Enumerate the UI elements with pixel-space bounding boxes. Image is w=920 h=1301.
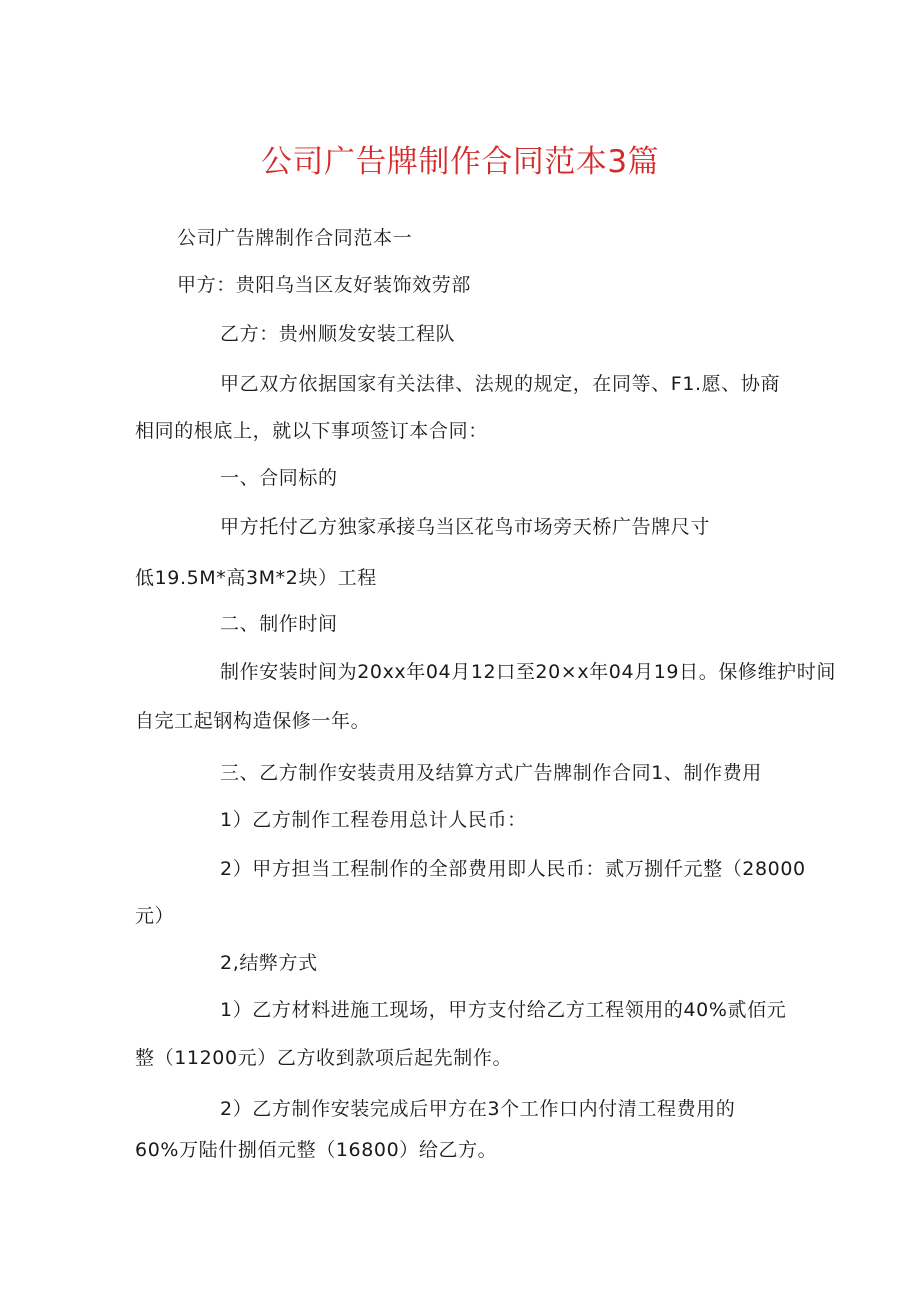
section-heading-1: 一、合同标的 (220, 467, 338, 489)
contract-subtitle: 公司广告牌制作合同范本一 (177, 227, 413, 249)
preamble-line-1: 甲乙双方依据国家有关法律、法规的规定，在同等、F1.愿、协商 (220, 373, 781, 395)
fee-item-2-line-2: 元） (135, 905, 175, 927)
section-1-line-1: 甲方托付乙方独家承接乌当区花鸟市场旁天桥广告牌尺寸 (220, 516, 711, 538)
settlement-item-1-line-2: 整（11200元）乙方收到款项后起先制作。 (135, 1047, 513, 1069)
party-a-line: 甲方：贵阳乌当区友好装饰效劳部 (177, 274, 472, 296)
settlement-item-1-line-1: 1）乙方材料进施工现场，甲方支付给乙方工程领用的40%贰佰元 (220, 999, 787, 1021)
section-1-line-2: 低19.5M*高3M*2块）工程 (135, 567, 377, 589)
page-title: 公司广告牌制作合同范本3篇 (260, 144, 660, 180)
fee-item-2-line-1: 2）甲方担当工程制作的全部费用即人民币：贰万捌仟元整（28000 (220, 858, 806, 880)
settlement-item-2-line-1: 2）乙方制作安装完成后甲方在3个工作口内付清工程费用的 (220, 1098, 736, 1120)
section-heading-2: 二、制作时间 (220, 613, 338, 635)
fee-item-1: 1）乙方制作工程卷用总计人民币： (220, 809, 527, 831)
section-2-line-1: 制作安装时间为20xx年04月12口至20×x年04月19日。保修维护时间 (220, 661, 836, 683)
settlement-heading: 2,结弊方式 (220, 952, 318, 974)
section-heading-3: 三、乙方制作安装责用及结算方式广告牌制作合同1、制作费用 (220, 762, 762, 784)
settlement-item-2-line-2: 60%万陆什捌佰元整（16800）给乙方。 (135, 1139, 498, 1161)
party-b-line: 乙方：贵州顺发安装工程队 (220, 323, 456, 345)
section-2-line-2: 自完工起钢构造保修一年。 (135, 710, 371, 732)
preamble-line-2: 相同的根底上，就以下事项签订本合同： (135, 420, 488, 442)
